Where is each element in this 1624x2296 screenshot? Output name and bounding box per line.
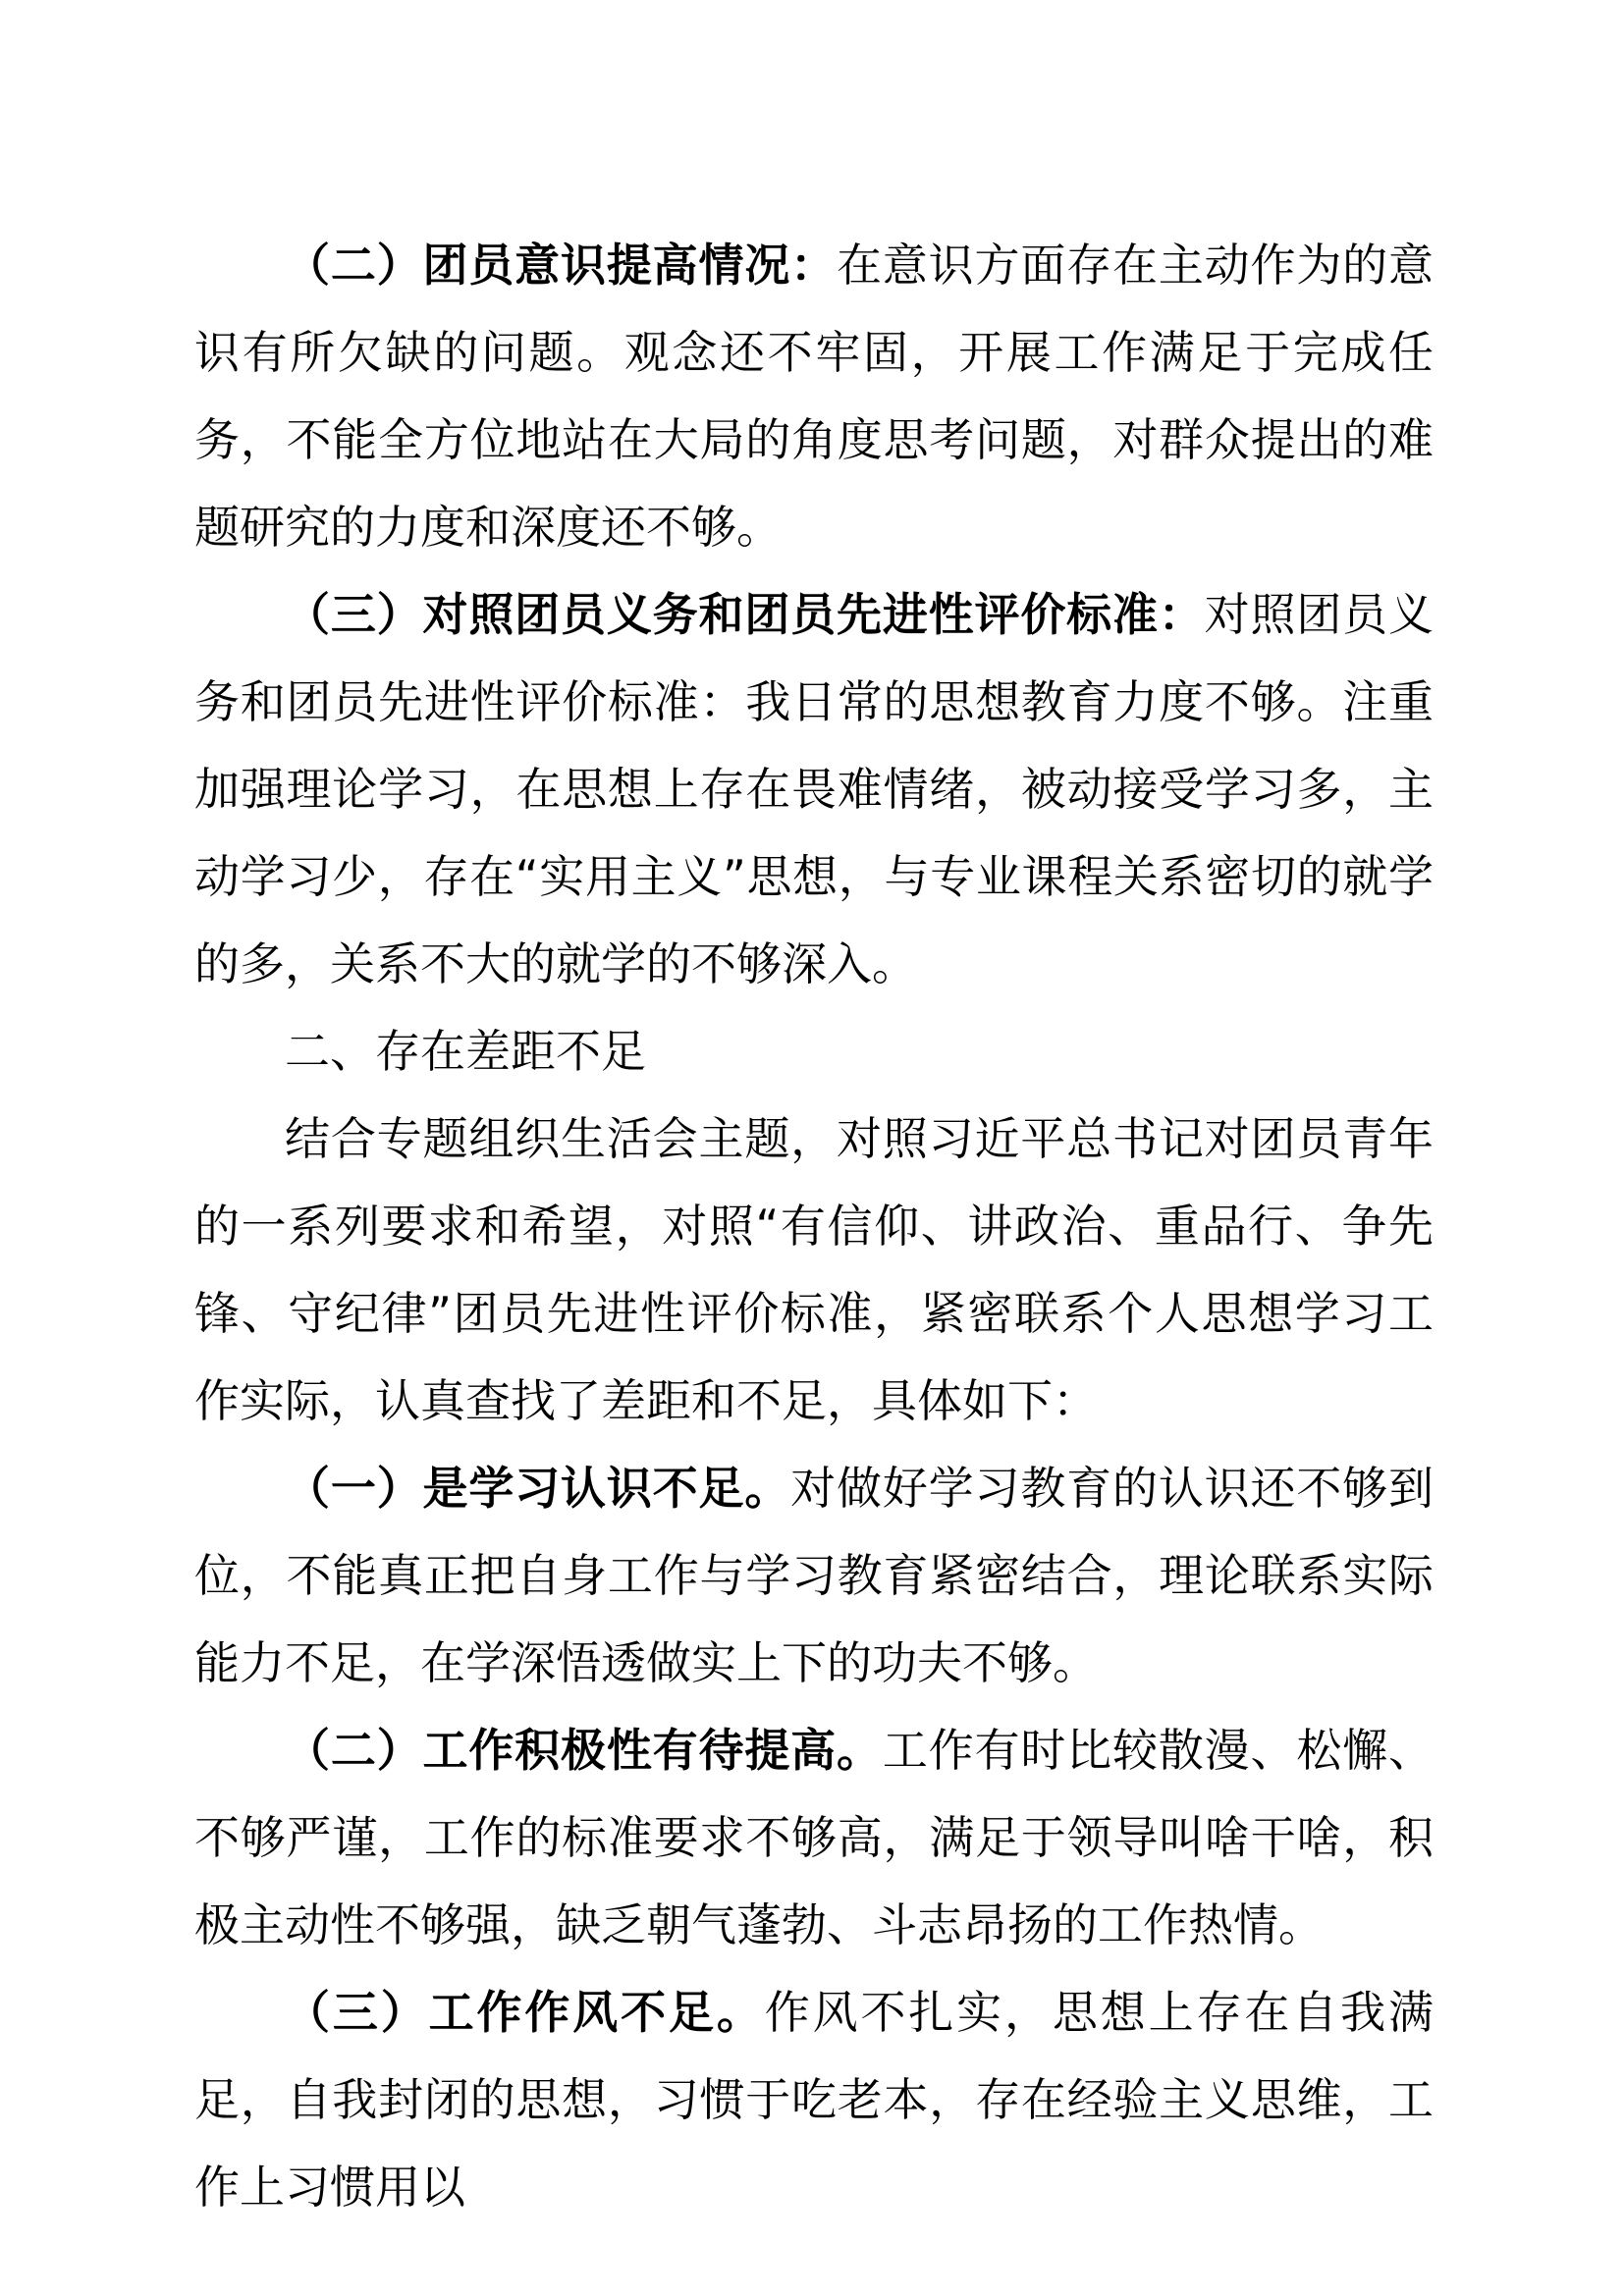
paragraph-body: 对照团员义务和团员先进性评价标准：我日常的思想教育力度不够。注重加强理论学习，在思想上存在畏难情绪，被动接受学习多，主动学习少，存在“实用主义”思想，与专业课程关系密切的就学的多，关系不大的就学的不够深入。: [194, 588, 1435, 990]
paragraph-body: 作风不扎实，思想上存在自我满足，自我封闭的思想，习惯于吃老本，存在经验主义思维，工作上习惯用以: [194, 1986, 1435, 2214]
paragraph-heading: （三）对照团员义务和团员先进性评价标准：: [285, 588, 1205, 641]
paragraph-heading: （二）工作积极性有待提高。: [285, 1724, 883, 1777]
paragraph-intro: [194, 1095, 1434, 1445]
document-page: [194, 222, 1434, 2231]
paragraph-body: 工作有时比较散漫、松懈、不够严谨，工作的标准要求不够高，满足于领导叫啥干啥，积极主动性不够强，缺乏朝气蓬勃、斗志昂扬的工作热情。: [194, 1724, 1435, 1951]
paragraph-learning-awareness: [194, 1445, 1434, 1707]
paragraph-work-enthusiasm: [194, 1707, 1434, 1969]
paragraph-body: 对做好学习教育的认识还不够到位，不能真正把自身工作与学习教育紧密结合，理论联系实际能力不足，在学深悟透做实上下的功夫不够。: [194, 1462, 1435, 1689]
section-heading-gaps: [194, 1008, 1434, 1095]
paragraph-body: 在意识方面存在主动作为的意识有所欠缺的问题。观念还不牢固，开展工作满足于完成任务，不能全方位地站在大局的角度思考问题，对群众提出的难题研究的力度和深度还不够。: [194, 239, 1435, 554]
paragraph-member-obligations: [194, 571, 1434, 1008]
section-heading-text: 二、存在差距不足: [285, 1025, 646, 1078]
paragraph-heading: （二）团员意识提高情况：: [285, 239, 837, 292]
paragraph-heading: （三）工作作风不足。: [285, 1986, 765, 2039]
paragraph-member-awareness: [194, 222, 1434, 571]
paragraph-body: 结合专题组织生活会主题，对照习近平总书记对团员青年的一系列要求和希望，对照“有信仰、讲政治、重品行、争先锋、守纪律”团员先进性评价标准，紧密联系个人思想学习工作实际，认真查找了差距和不足，具体如下：: [194, 1112, 1434, 1427]
paragraph-work-style: [194, 1969, 1434, 2231]
paragraph-heading: （一）是学习认识不足。: [285, 1462, 791, 1515]
